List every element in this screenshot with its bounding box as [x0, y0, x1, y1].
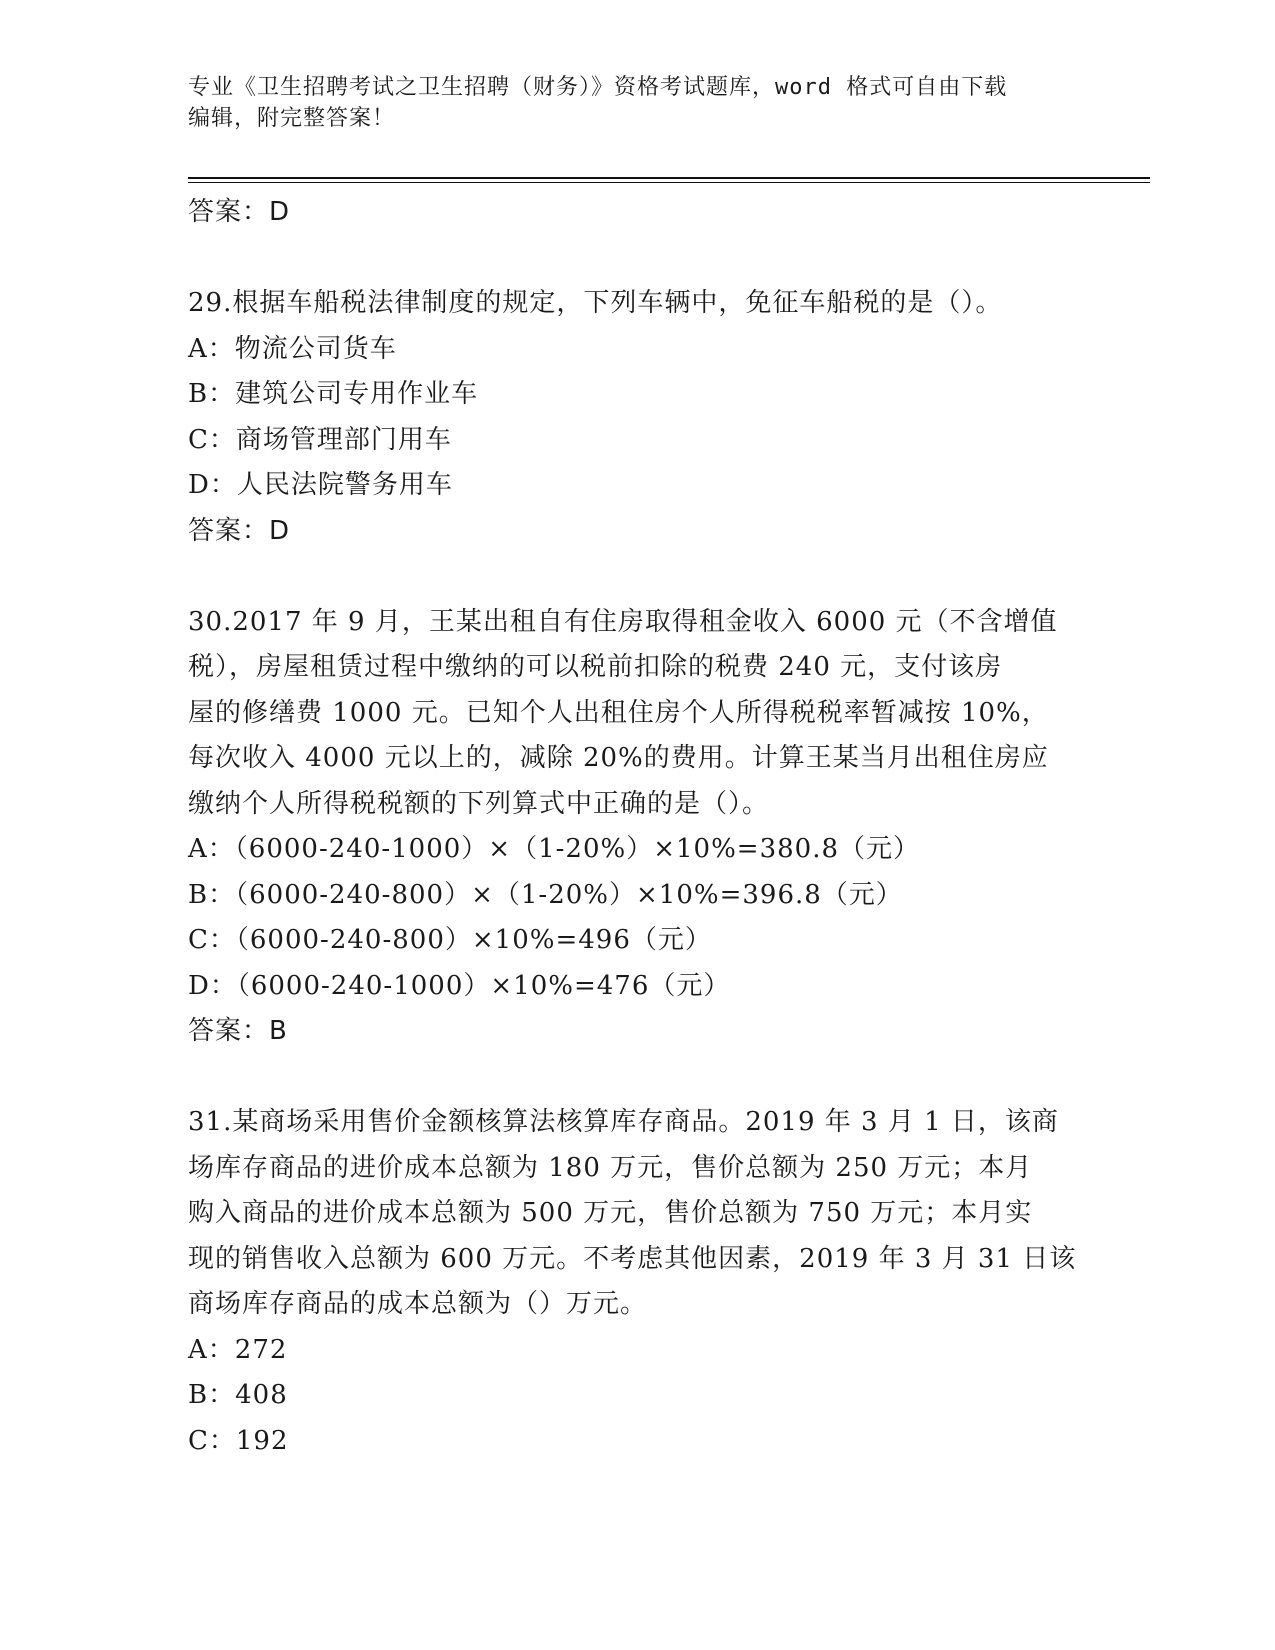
previous-answer: 答案：D	[188, 197, 291, 227]
question-content	[188, 190, 1088, 1464]
option-a: A：（6000-240-1000）×（1-20%）×10%=380.8（元）	[188, 834, 921, 864]
question-stem-line: 缴纳个人所得税税额的下列算式中正确的是（）。	[188, 788, 770, 819]
option-d: D：（6000-240-1000）×10%=476（元）	[188, 970, 731, 1001]
question-stem: 29.根据车船税法律制度的规定，下列车辆中，免征车船税的是（）。	[188, 288, 1003, 318]
option-c: C：商场管理部门用车	[188, 424, 452, 455]
header-line-2: 编辑，附完整答案！	[188, 106, 396, 131]
question-stem-line: 30.2017 年 9 月，王某出租自有住房取得租金收入 6000 元（不含增值	[188, 606, 1058, 637]
option-b: B：408	[188, 1380, 288, 1410]
option-b: B：（6000-240-800）×（1-20%）×10%=396.8（元）	[188, 879, 903, 910]
question-30	[188, 600, 1088, 1055]
header-line-1: 专业《卫生招聘考试之卫生招聘（财务）》资格考试题库，word 格式可自由下载	[188, 75, 1008, 100]
option-d: D：人民法院警务用车	[188, 470, 453, 500]
question-stem-line: 屋的修缮费 1000 元。已知个人出租住房个人所得税税率暂减按 10%，	[188, 697, 1049, 728]
answer: 答案：B	[188, 1016, 288, 1046]
header-rule-thick	[188, 177, 1150, 179]
option-a: A：物流公司货车	[188, 333, 397, 364]
question-stem-line: 税），房屋租赁过程中缴纳的可以税前扣除的税费 240 元，支付该房	[188, 652, 1003, 682]
option-c: C：192	[188, 1425, 289, 1456]
question-stem-line: 现的销售收入总额为 600 万元。不考虑其他因素，2019 年 3 月 31 日该	[188, 1243, 1077, 1274]
option-c: C：（6000-240-800）×10%=496（元）	[188, 925, 712, 955]
question-stem-line: 场库存商品的进价成本总额为 180 万元，售价总额为 250 万元；本月	[188, 1152, 1033, 1183]
option-b: B：建筑公司专用作业车	[188, 379, 479, 409]
document-header	[188, 72, 1088, 134]
question-stem-line: 每次收入 4000 元以上的，减除 20%的费用。计算王某当月出租住房应	[188, 743, 1049, 773]
question-31	[188, 1100, 1088, 1464]
question-stem-line: 31.某商场采用售价金额核算法核算库存商品。2019 年 3 月 1 日，该商	[188, 1107, 1059, 1137]
header-rule-thin	[188, 182, 1150, 183]
question-stem-line: 商场库存商品的成本总额为（）万元。	[188, 1289, 648, 1319]
question-stem-line: 购入商品的进价成本总额为 500 万元，售价总额为 750 万元；本月实	[188, 1198, 1033, 1228]
answer: 答案：D	[188, 515, 291, 546]
option-a: A：272	[188, 1334, 288, 1365]
question-29	[188, 281, 1088, 554]
